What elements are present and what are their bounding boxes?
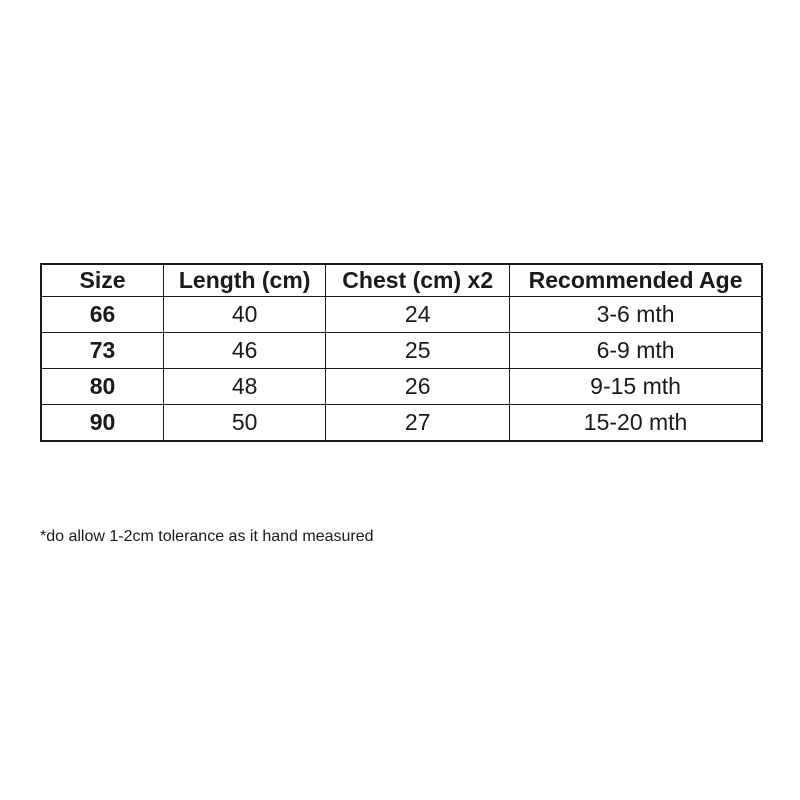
column-header-size: Size <box>41 264 164 297</box>
column-header-chest: Chest (cm) x2 <box>326 264 510 297</box>
table-cell-size: 80 <box>41 369 164 405</box>
table-cell-age: 6-9 mth <box>510 333 762 369</box>
table-cell-age: 9-15 mth <box>510 369 762 405</box>
column-header-recommended-age: Recommended Age <box>510 264 762 297</box>
tolerance-footnote: *do allow 1-2cm tolerance as it hand measured <box>40 528 374 545</box>
table-cell-chest: 25 <box>326 333 510 369</box>
table-cell-chest: 26 <box>326 369 510 405</box>
table-cell-size: 90 <box>41 405 164 442</box>
table-row <box>41 297 762 333</box>
table-cell-chest: 24 <box>326 297 510 333</box>
table-row <box>41 369 762 405</box>
table-row <box>41 333 762 369</box>
table-cell-length: 50 <box>164 405 326 442</box>
table-cell-age: 3-6 mth <box>510 297 762 333</box>
column-header-length: Length (cm) <box>164 264 326 297</box>
table-cell-size: 66 <box>41 297 164 333</box>
header-row <box>41 264 762 297</box>
table-cell-length: 48 <box>164 369 326 405</box>
size-chart-table <box>40 263 763 442</box>
table-cell-size: 73 <box>41 333 164 369</box>
table-cell-chest: 27 <box>326 405 510 442</box>
table-cell-length: 46 <box>164 333 326 369</box>
table-row <box>41 405 762 442</box>
table-cell-length: 40 <box>164 297 326 333</box>
table-cell-age: 15-20 mth <box>510 405 762 442</box>
